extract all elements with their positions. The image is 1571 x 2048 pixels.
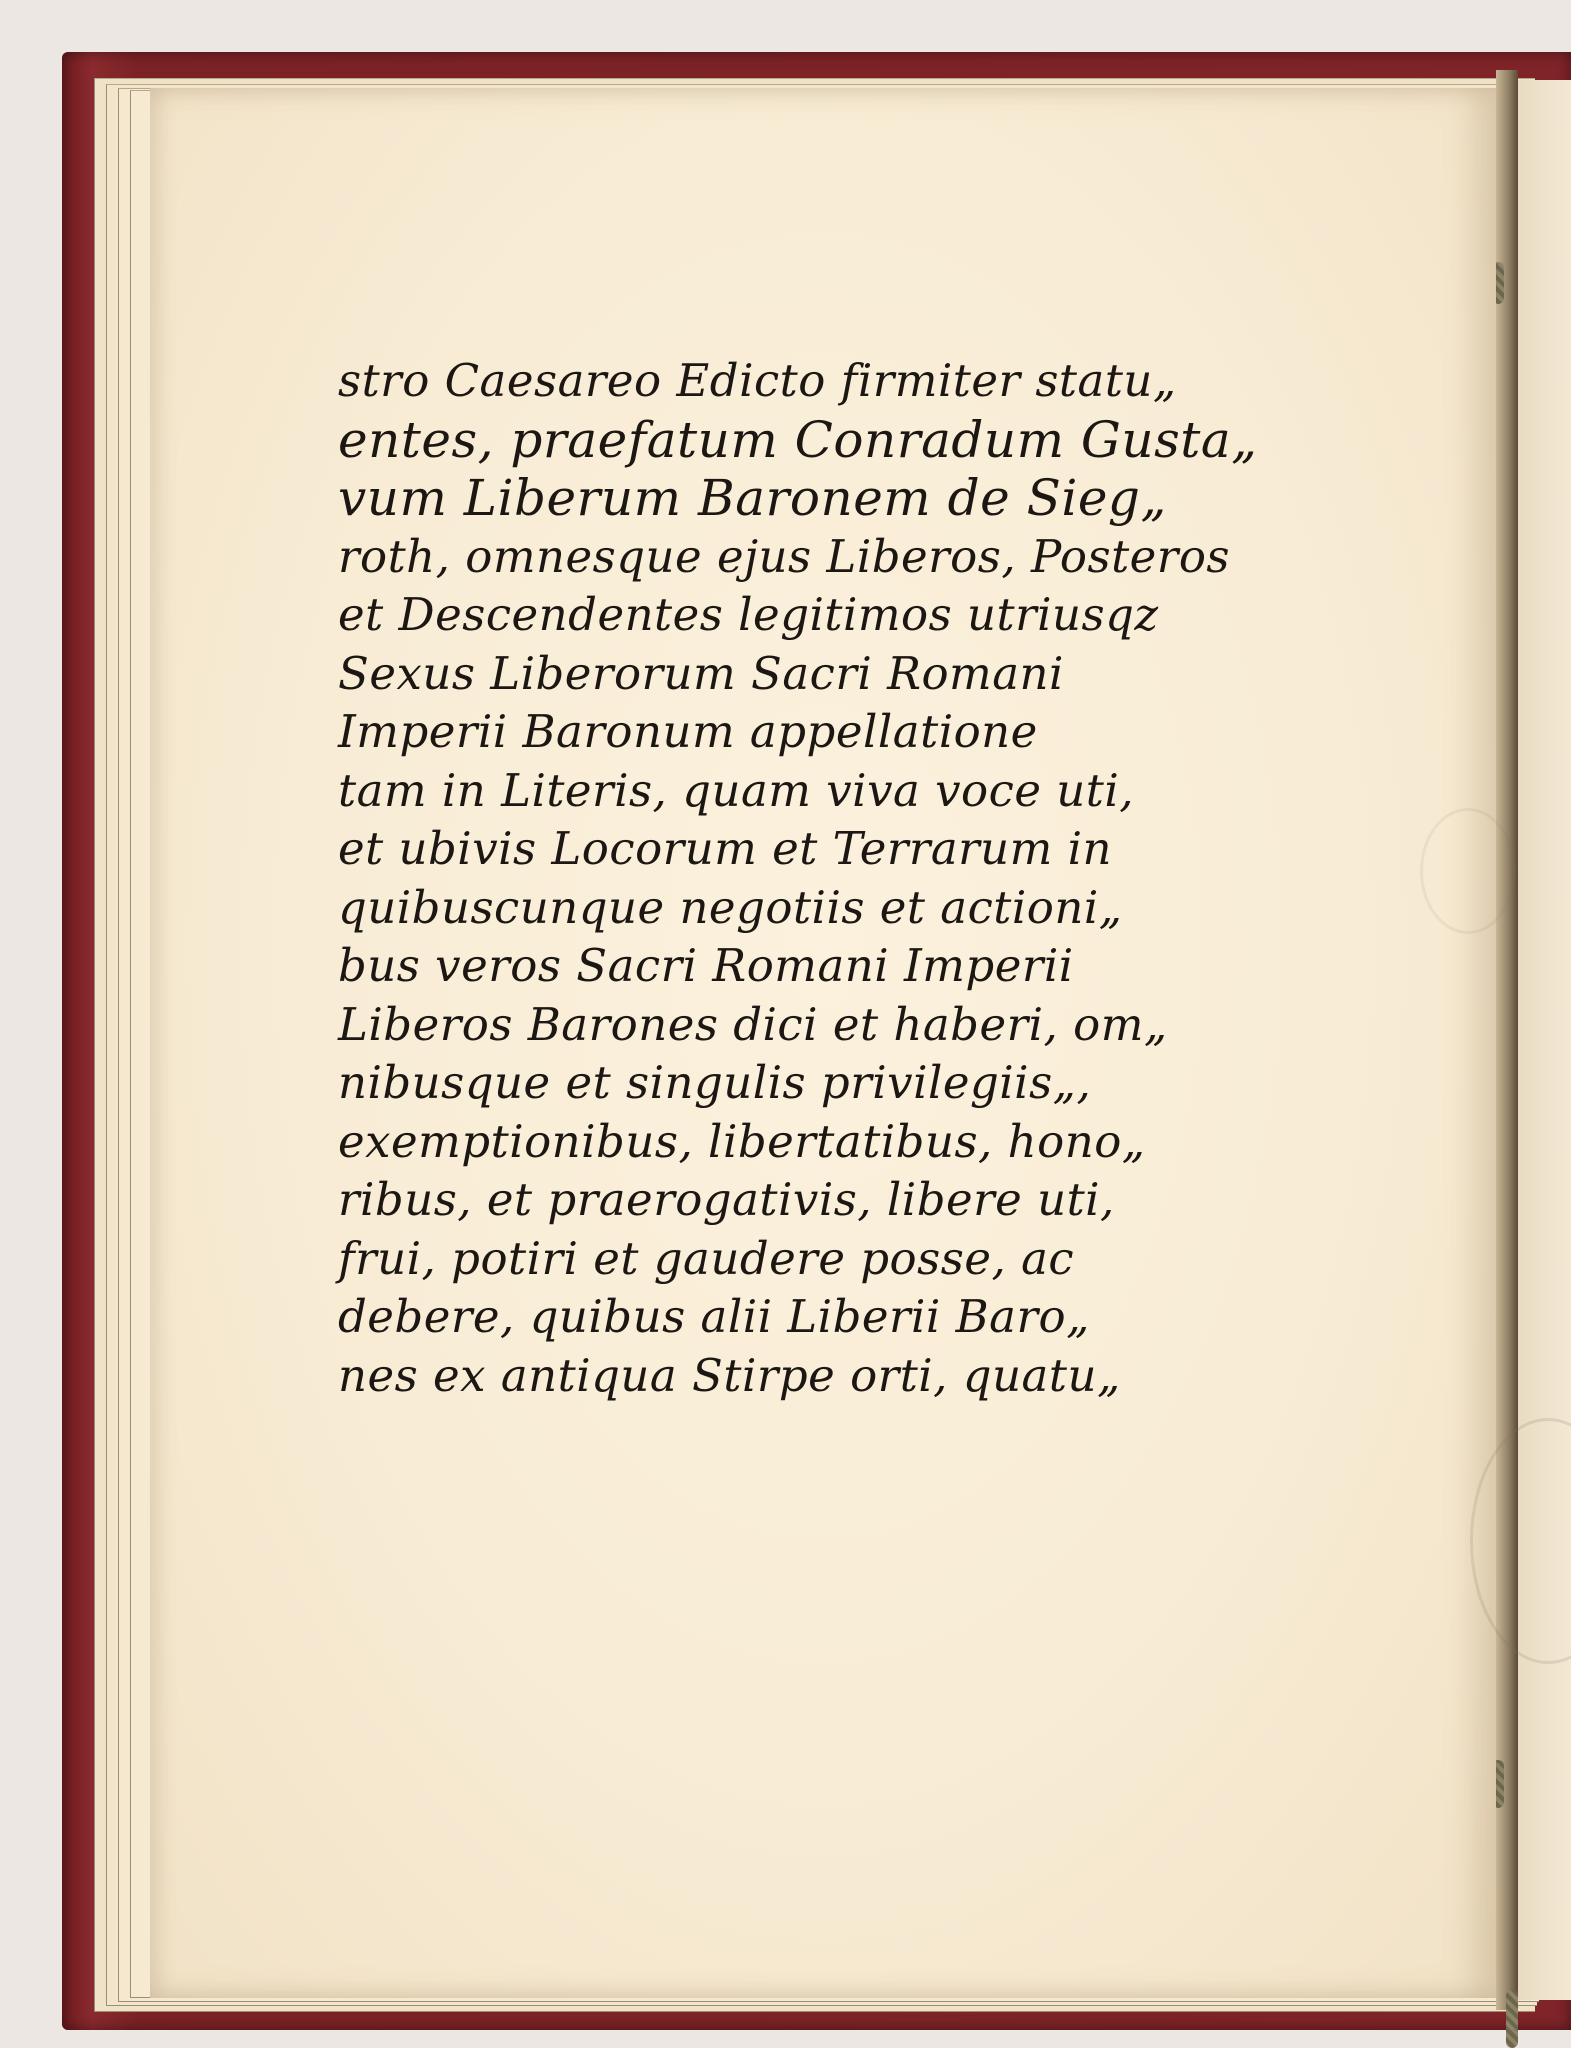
text-line: quibuscunque negotiis et actioni„ [338, 880, 1123, 934]
text-line: Liberos Barones dici et haberi, om„ [338, 997, 1168, 1051]
text-line: ribus, et praerogativis, libere uti, [338, 1173, 1115, 1226]
text-line: vum Liberum Baronem de Sieg„ [338, 469, 1167, 527]
text-line: debere, quibus alii Liberii Baro„ [338, 1290, 1090, 1343]
text-line: exemptionibus, libertatibus, hono„ [338, 1114, 1146, 1168]
facing-page [1518, 80, 1571, 2000]
text-line: stro Caesareo Edicto firmiter statu„ [338, 354, 1177, 407]
binding-thread [1506, 1990, 1518, 2048]
text-line: tam in Literis, quam viva voce uti, [338, 763, 1135, 817]
book-gutter [1496, 70, 1518, 2010]
text-line: frui, potiri et gaudere posse, ac [338, 1231, 1075, 1285]
seal-showthrough [1420, 808, 1516, 934]
manuscript-text [338, 352, 1328, 1405]
text-line: Imperii Baronum appellatione [338, 705, 1038, 758]
text-line: roth, omnesque ejus Liberos, Posteros [338, 529, 1231, 583]
text-line: bus veros Sacri Romani Imperii [338, 939, 1074, 992]
text-line: entes, praefatum Conradum Gusta„ [338, 410, 1258, 469]
text-line: nes ex antiqua Stirpe orti, quatu„ [338, 1348, 1121, 1402]
text-line: Sexus Liberorum Sacri Romani [338, 646, 1064, 700]
seal-showthrough [1470, 1418, 1571, 1664]
text-line: et ubivis Locorum et Terrarum in [338, 822, 1113, 875]
text-line: et Descendentes legitimos utriusqz [338, 588, 1159, 641]
text-line: nibusque et singulis privilegiis„, [338, 1056, 1092, 1109]
